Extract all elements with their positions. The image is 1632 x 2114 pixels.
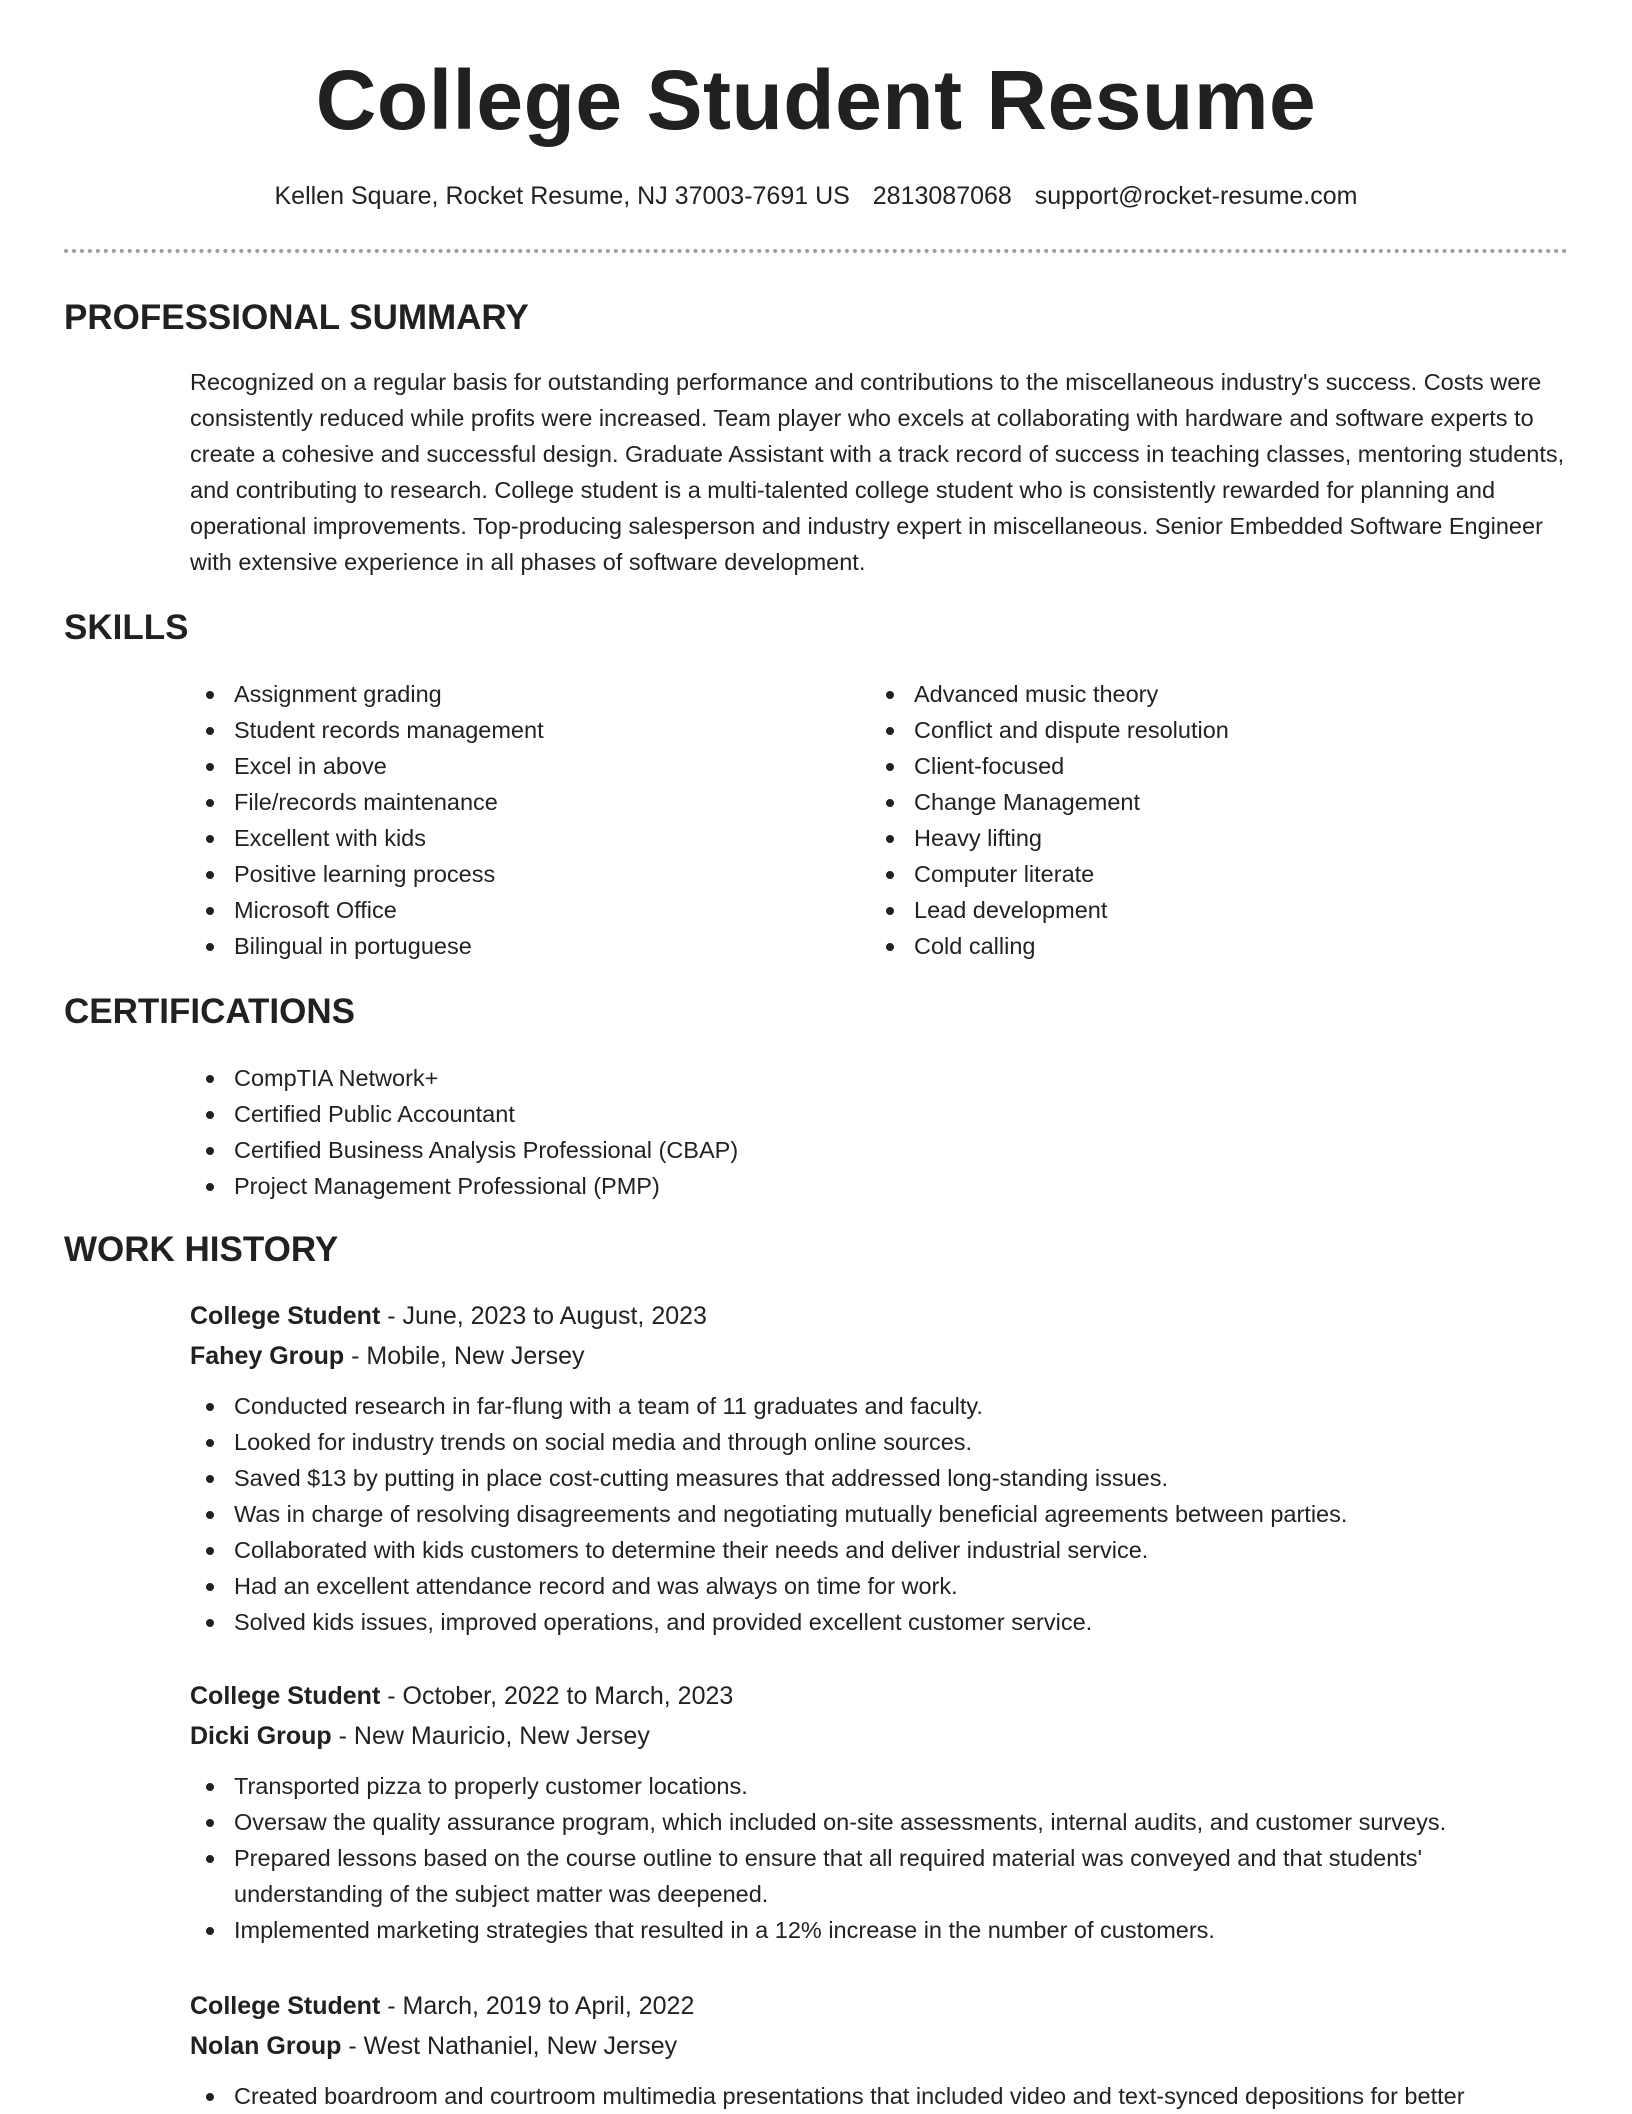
job-location: - West Nathaniel, New Jersey [341, 2032, 678, 2060]
skill-item: Computer literate [870, 856, 1510, 892]
header-divider [64, 249, 1568, 253]
job-duty: Solved kids issues, improved operations, and provided excellent customer service. [190, 1604, 1570, 1640]
job-dates: - October, 2022 to March, 2023 [380, 1682, 734, 1710]
job-entry [190, 1296, 1570, 1640]
skills-list-right [870, 676, 1510, 964]
skill-item: Cold calling [870, 928, 1510, 964]
job-company: Nolan Group [190, 2032, 342, 2060]
skill-item: Student records management [190, 712, 830, 748]
job-title: College Student [190, 1992, 381, 2020]
job-duties-list [190, 1768, 1570, 1948]
job-duty: Was in charge of resolving disagreements and negotiating mutually beneficial agreements between parties. [190, 1496, 1570, 1532]
job-duty: Created boardroom and courtroom multimedia presentations that included video and text-synced depositions for better [190, 2078, 1570, 2114]
skill-item: Microsoft Office [190, 892, 830, 928]
job-duty: Collaborated with kids customers to determine their needs and deliver industrial service. [190, 1532, 1570, 1568]
contact-phone: 2813087068 [872, 182, 1012, 210]
job-duty: Prepared lessons based on the course outline to ensure that all required material was conveyed and that students' understanding of the subject matter was deepened. [190, 1840, 1570, 1912]
resume-title: College Student Resume [315, 53, 1317, 147]
skill-item: Conflict and dispute resolution [870, 712, 1510, 748]
job-dates: - June, 2023 to August, 2023 [380, 1302, 707, 1330]
job-duty: Transported pizza to properly customer locations. [190, 1768, 1570, 1804]
job-company-line [190, 1336, 1570, 1376]
skill-item: File/records maintenance [190, 784, 830, 820]
skill-item: Positive learning process [190, 856, 830, 892]
skill-item: Bilingual in portuguese [190, 928, 830, 964]
skill-item: Client-focused [870, 748, 1510, 784]
certification-item: Project Management Professional (PMP) [190, 1168, 1390, 1204]
job-title-line [190, 1986, 1570, 2026]
skill-item: Lead development [870, 892, 1510, 928]
job-company: Dicki Group [190, 1722, 332, 1750]
job-company: Fahey Group [190, 1342, 345, 1370]
certifications-list [190, 1060, 1390, 1204]
job-duty: Oversaw the quality assurance program, which included on-site assessments, internal audits, and customer surveys. [190, 1804, 1570, 1840]
job-duty: Had an excellent attendance record and was always on time for work. [190, 1568, 1570, 1604]
contact-address: Kellen Square, Rocket Resume, NJ 37003-7691 US [274, 182, 850, 210]
skills-list-left [190, 676, 830, 964]
job-duty: Looked for industry trends on social media and through online sources. [190, 1424, 1570, 1460]
contact-line [0, 182, 1632, 211]
skill-item: Change Management [870, 784, 1510, 820]
skill-item: Advanced music theory [870, 676, 1510, 712]
job-entry [190, 1986, 1570, 2114]
job-duty: Saved $13 by putting in place cost-cutting measures that addressed long-standing issues. [190, 1460, 1570, 1496]
certifications-heading: CERTIFICATIONS [64, 992, 356, 1031]
job-company-line [190, 2026, 1570, 2066]
work-history-heading: WORK HISTORY [64, 1230, 339, 1269]
job-location: - Mobile, New Jersey [344, 1342, 585, 1370]
certification-item: Certified Business Analysis Professional (CBAP) [190, 1132, 1390, 1168]
job-entry [190, 1676, 1570, 1948]
summary-heading: PROFESSIONAL SUMMARY [64, 298, 529, 337]
job-dates: - March, 2019 to April, 2022 [380, 1992, 695, 2020]
job-title: College Student [190, 1682, 381, 1710]
contact-email: support@rocket-resume.com [1034, 182, 1358, 210]
job-duty: Implemented marketing strategies that resulted in a 12% increase in the number of customers. [190, 1912, 1570, 1948]
summary-text: Recognized on a regular basis for outstanding performance and contributions to the miscellaneous industry's success. Costs were consistently reduced while profits were increased. Team player who excels at collaborating with hardware and software experts to create a cohesive and successful design. Graduate Assistant with a track record of success in teaching classes, mentoring students, and contributing to research. College student is a multi-talented college student who is consistently rewarded for planning and operational improvements. Top-producing salesperson and industry expert in miscellaneous. Senior Embedded Software Engineer with extensive experience in all phases of software development. [190, 369, 1565, 575]
job-duties-list [190, 2078, 1570, 2114]
certification-item: CompTIA Network+ [190, 1060, 1390, 1096]
job-title-line [190, 1676, 1570, 1716]
job-location: - New Mauricio, New Jersey [331, 1722, 650, 1750]
skill-item: Assignment grading [190, 676, 830, 712]
skill-item: Excellent with kids [190, 820, 830, 856]
skills-heading: SKILLS [64, 608, 189, 647]
job-title: College Student [190, 1302, 381, 1330]
skill-item: Excel in above [190, 748, 830, 784]
job-duties-list [190, 1388, 1570, 1640]
job-company-line [190, 1716, 1570, 1756]
skill-item: Heavy lifting [870, 820, 1510, 856]
job-duty: Conducted research in far-flung with a team of 11 graduates and faculty. [190, 1388, 1570, 1424]
job-title-line [190, 1296, 1570, 1336]
certification-item: Certified Public Accountant [190, 1096, 1390, 1132]
